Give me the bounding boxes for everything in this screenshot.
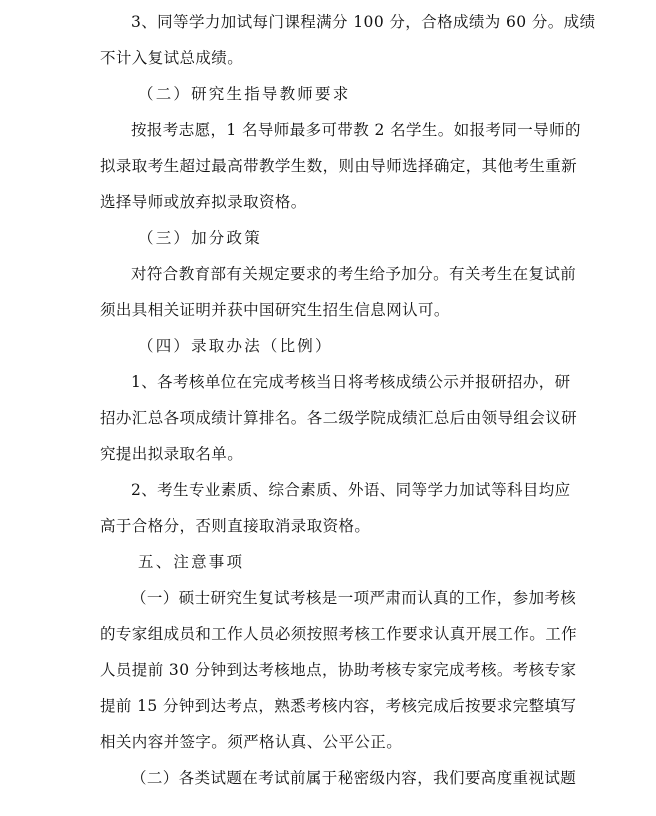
paragraph-line: 人员提前 30 分钟到达考核地点，协助考核专家完成考核。考核专家	[100, 661, 577, 679]
paragraph-line: （二）各类试题在考试前属于秘密级内容，我们要高度重视试题	[131, 769, 577, 787]
paragraph-line: 招办汇总各项成绩计算排名。各二级学院成绩汇总后由领导组会议研	[100, 409, 578, 427]
paragraph-line: （一）硕士研究生复试考核是一项严肃而认真的工作，参加考核	[131, 589, 577, 607]
paragraph-line: 选择导师或放弃拟录取资格。	[100, 193, 307, 211]
paragraph-line: 的专家组成员和工作人员必须按照考核工作要求认真开展工作。工作	[100, 625, 578, 643]
paragraph-line: 按报考志愿，1 名导师最多可带教 2 名学生。如报考同一导师的	[131, 121, 581, 139]
paragraph-line: 对符合教育部有关规定要求的考生给予加分。有关考生在复试前	[131, 265, 577, 283]
paragraph-line: 1、各考核单位在完成考核当日将考核成绩公示并报研招办，研	[131, 373, 571, 391]
paragraph-line: 高于合格分，否则直接取消录取资格。	[100, 517, 371, 535]
section-heading: 五、注意事项	[138, 553, 245, 571]
paragraph-line: 3、同等学力加试每门课程满分 100 分，合格成绩为 60 分。成绩	[131, 13, 596, 31]
paragraph-line: 不计入复试总成绩。	[100, 49, 244, 67]
paragraph-line: 究提出拟录取名单。	[100, 445, 244, 463]
section-heading: （三）加分政策	[138, 229, 262, 247]
paragraph-line: 提前 15 分钟到达考点，熟悉考核内容，考核完成后按要求完整填写	[100, 697, 577, 715]
section-heading: （二）研究生指导教师要求	[138, 85, 351, 103]
paragraph-line: 拟录取考生超过最高带教学生数，则由导师选择确定，其他考生重新	[100, 157, 578, 175]
section-heading: （四）录取办法（比例）	[138, 337, 333, 355]
paragraph-line: 2、考生专业素质、综合素质、外语、同等学力加试等科目均应	[131, 481, 571, 499]
paragraph-line: 须出具相关证明并获中国研究生招生信息网认可。	[100, 301, 450, 319]
paragraph-line: 相关内容并签字。须严格认真、公平公正。	[100, 733, 403, 751]
